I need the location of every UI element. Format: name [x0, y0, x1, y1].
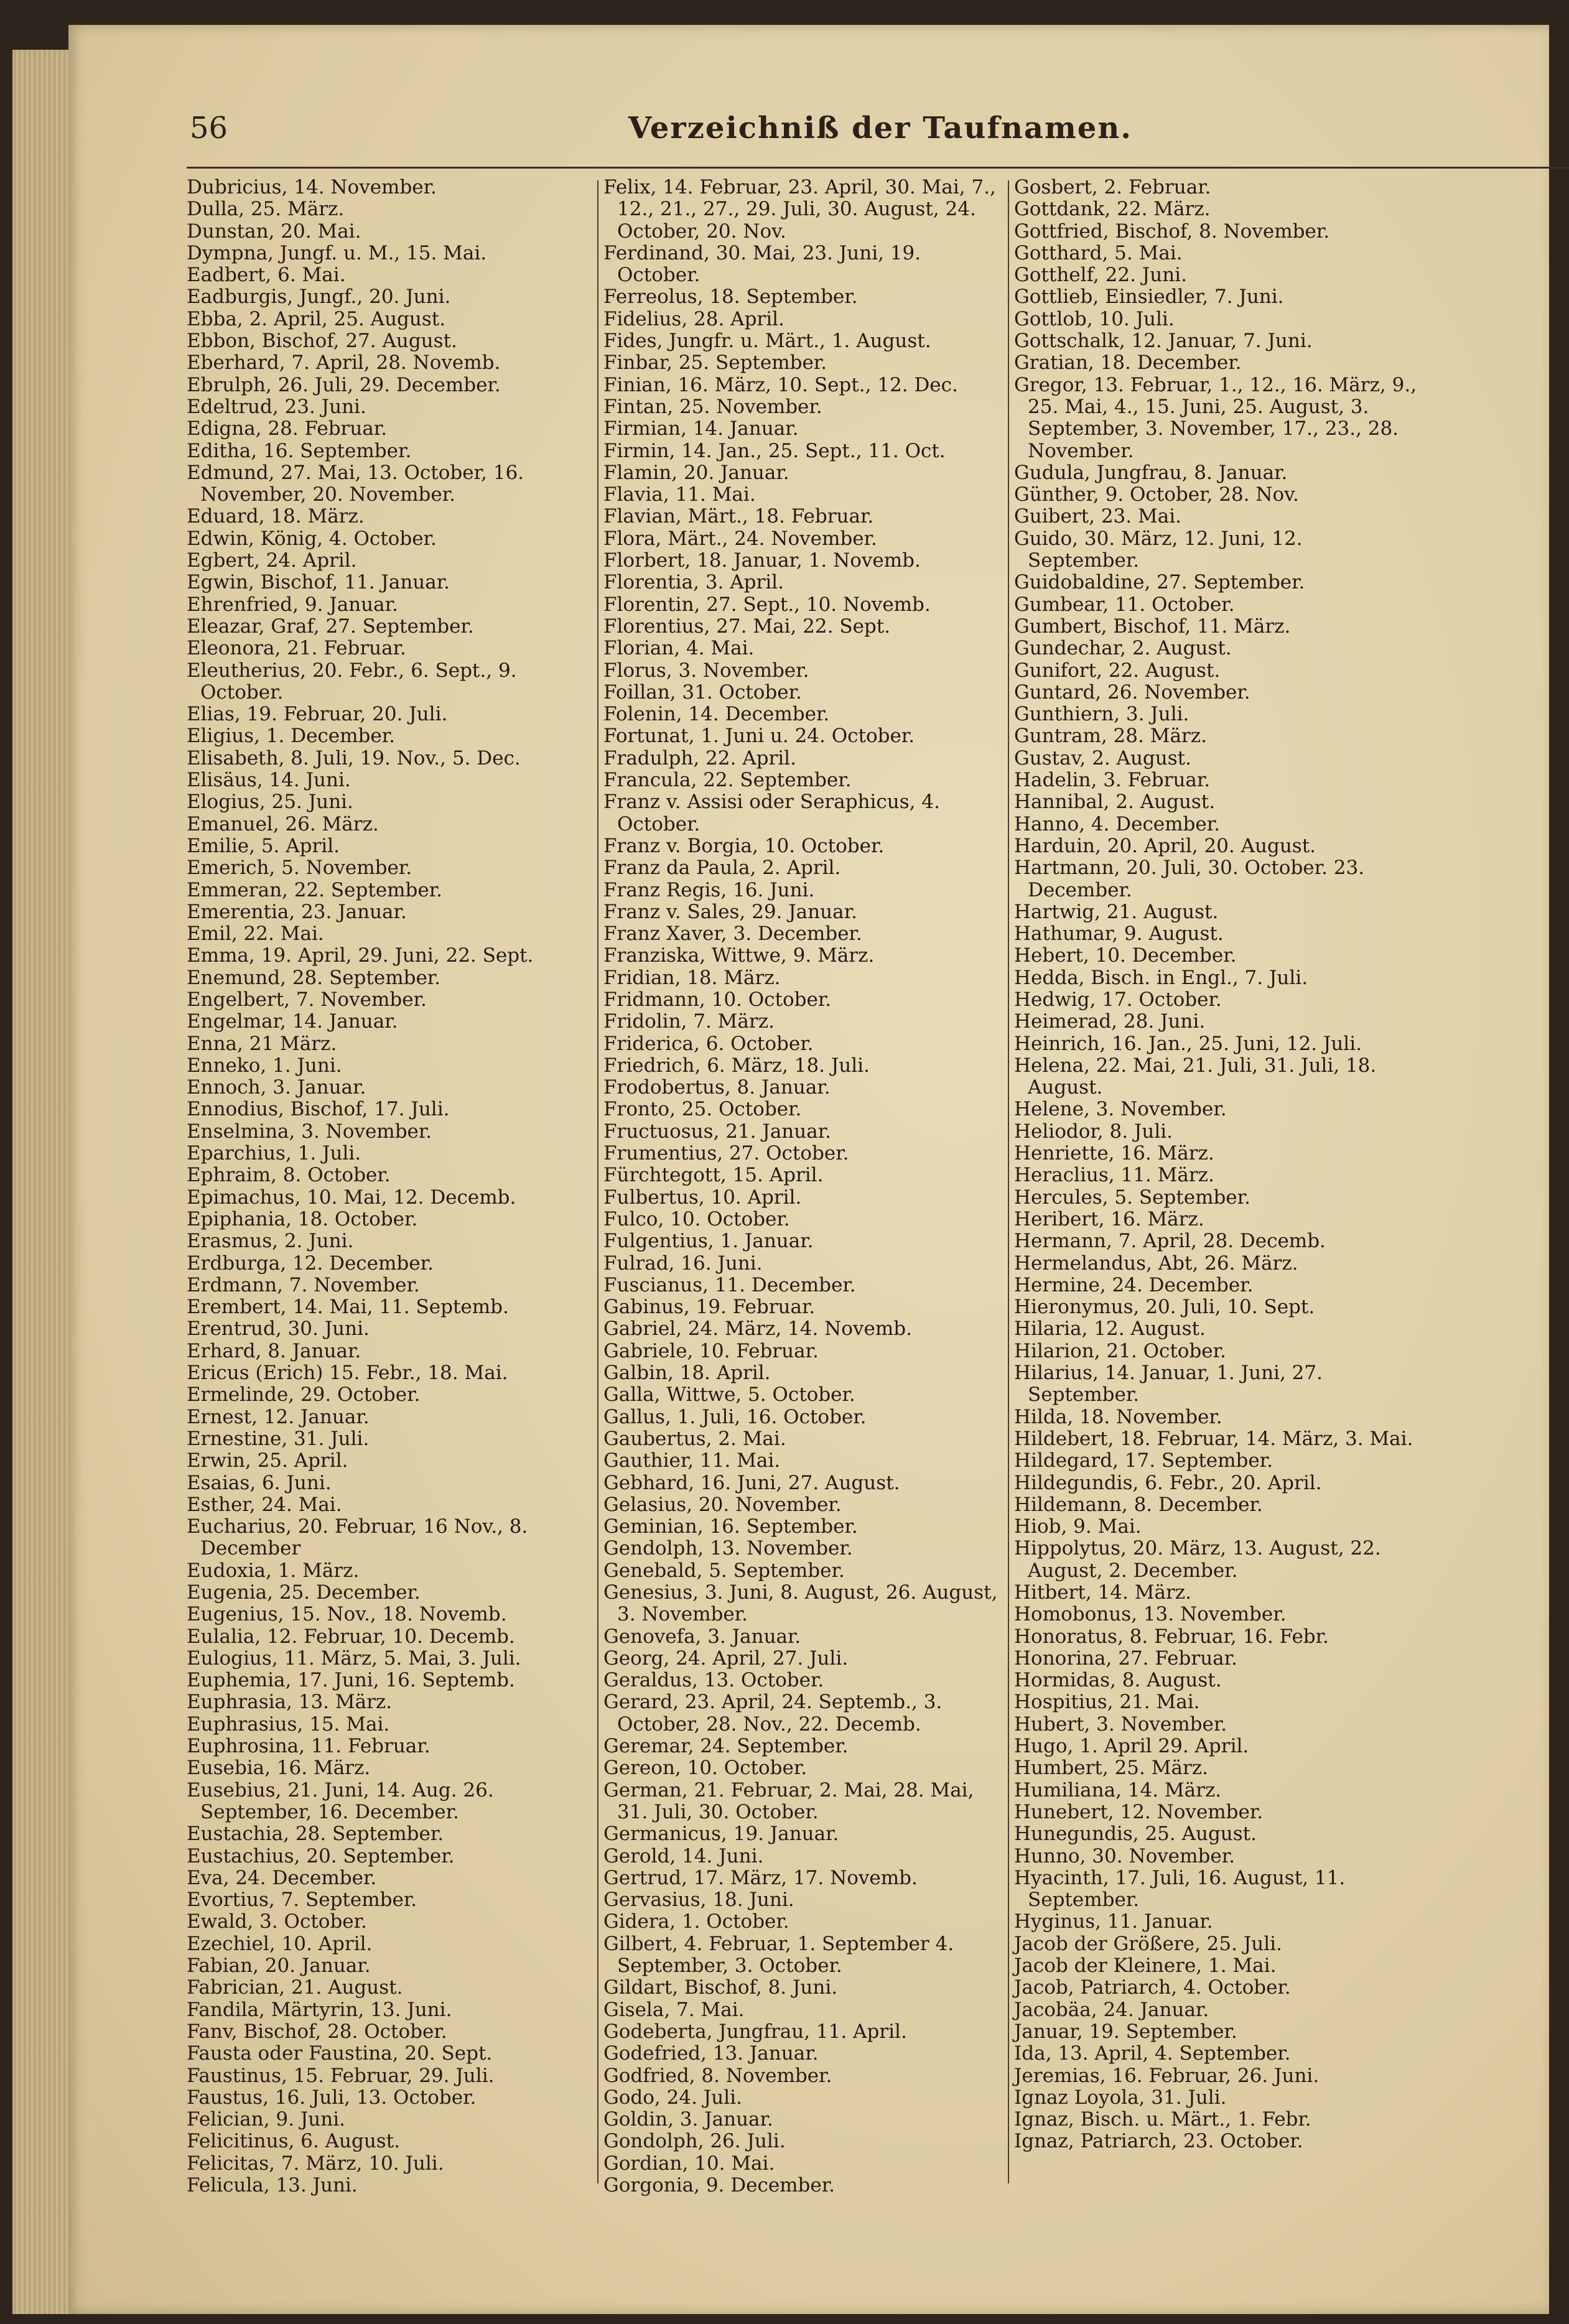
name-entry: Fridian, 18. März.	[603, 966, 781, 989]
name-entry: Ennodius, Bischof, 17. Juli.	[187, 1098, 450, 1121]
name-entry: Günther, 9. October, 28. Nov.	[1014, 483, 1299, 506]
name-entry: Eadburgis, Jungf., 20. Juni.	[187, 286, 451, 309]
name-entry: Gunthiern, 3. Juli.	[1014, 703, 1190, 726]
name-entry: Heinrich, 16. Jan., 25. Juni, 12. Juli.	[1014, 1032, 1362, 1055]
name-entry: Gabriele, 10. Februar.	[603, 1339, 819, 1362]
name-entry: Gildart, Bischof, 8. Juni.	[603, 1976, 838, 1999]
name-entry: Gervasius, 18. Juni.	[603, 1889, 794, 1912]
name-entry: Florentin, 27. Sept., 10. Novemb.	[603, 593, 931, 616]
name-entry: Eva, 24. December.	[187, 1866, 377, 1889]
name-entry: Gerard, 23. April, 24. Septemb., 3. October, 28. Nov., 22. Decemb.	[603, 1691, 943, 1736]
name-entry: Genesius, 3. Juni, 8. August, 26. August, 3. November.	[603, 1581, 998, 1626]
name-entry: Hugo, 1. April 29. April.	[1014, 1735, 1249, 1758]
name-entry: Eugenia, 25. December.	[187, 1581, 421, 1604]
name-entry: Gottlieb, Einsiedler, 7. Juni.	[1014, 286, 1284, 309]
name-entry: Elias, 19. Februar, 20. Juli.	[187, 703, 448, 726]
name-entry: Hyacinth, 17. Juli, 16. August, 11. September.	[1014, 1866, 1346, 1912]
name-entry: Euphrasia, 13. März.	[187, 1691, 393, 1714]
name-entry: Emma, 19. April, 29. Juni, 22. Sept.	[187, 944, 534, 967]
name-entry: Gunifort, 22. August.	[1014, 659, 1221, 682]
name-entry: Harduin, 20. April, 20. August.	[1014, 834, 1316, 857]
name-entry: Gumbert, Bischof, 11. März.	[1014, 615, 1291, 638]
name-entry: Esther, 24. Mai.	[187, 1493, 342, 1516]
running-head: Verzeichniß der Taufnamen.	[628, 111, 1132, 146]
name-entry: German, 21. Februar, 2. Mai, 28. Mai, 31. Juli, 30. October.	[603, 1778, 974, 1823]
name-entry: Erdmann, 7. November.	[187, 1273, 420, 1296]
name-entry: Hermann, 7. April, 28. Decemb.	[1014, 1230, 1326, 1253]
name-entry: Ferdinand, 30. Mai, 23. Juni, 19. October.	[603, 241, 921, 287]
name-entry: Franz da Paula, 2. April.	[603, 857, 841, 880]
name-entry: Genovefa, 3. Januar.	[603, 1625, 801, 1648]
name-entry: Enemund, 28. September.	[187, 966, 441, 989]
name-entry: Flavian, Märt., 18. Februar.	[603, 505, 874, 528]
name-entry: Faustus, 16. Juli, 13. October.	[187, 2086, 477, 2109]
name-entry: Gottschalk, 12. Januar, 7. Juni.	[1014, 330, 1313, 353]
name-entry: Erhard, 8. Januar.	[187, 1339, 361, 1362]
name-entry: Folenin, 14. December.	[603, 703, 830, 726]
name-entry: Helena, 22. Mai, 21. Juli, 31. Juli, 18. August.	[1014, 1054, 1377, 1099]
name-entry: Fulco, 10. October.	[603, 1207, 790, 1230]
name-entry: Eparchius, 1. Juli.	[187, 1142, 361, 1165]
name-entry: Florus, 3. November.	[603, 659, 809, 682]
name-entry: Hormidas, 8. August.	[1014, 1669, 1222, 1692]
name-entry: Euphrosina, 11. Februar.	[187, 1735, 431, 1758]
name-entry: Homobonus, 13. November.	[1014, 1603, 1287, 1626]
name-entry: Finian, 16. März, 10. Sept., 12. Dec.	[603, 373, 958, 396]
name-entry: Eusebia, 16. März.	[187, 1757, 371, 1780]
name-column-3	[1014, 177, 1418, 2153]
name-entry: Hildemann, 8. December.	[1014, 1493, 1263, 1516]
name-entry: Franz v. Assisi oder Seraphicus, 4. October.	[603, 791, 940, 835]
name-entry: Eleutherius, 20. Febr., 6. Sept., 9. October.	[187, 659, 517, 704]
name-entry: Edwin, König, 4. October.	[187, 527, 437, 550]
name-entry: Gendolph, 13. November.	[603, 1537, 853, 1560]
name-entry: Gertrud, 17. März, 17. Novemb.	[603, 1866, 918, 1889]
name-entry: Hildegard, 17. September.	[1014, 1449, 1273, 1472]
name-entry: Gerold, 14. Juni.	[603, 1844, 764, 1867]
name-entry: Ferreolus, 18. September.	[603, 286, 858, 309]
name-entry: Francula, 22. September.	[603, 769, 852, 792]
name-entry: Fridolin, 7. März.	[603, 1010, 775, 1033]
name-entry: Januar, 19. September.	[1014, 2020, 1237, 2043]
name-entry: Ewald, 3. October.	[187, 1910, 367, 1933]
name-entry: Godfried, 8. November.	[603, 2064, 832, 2087]
name-entry: Epiphania, 18. October.	[187, 1207, 418, 1230]
name-entry: Hermine, 24. December.	[1014, 1273, 1254, 1296]
name-entry: Fradulph, 22. April.	[603, 746, 796, 769]
name-entry: Godo, 24. Juli.	[603, 2086, 742, 2109]
name-entry: Galla, Wittwe, 5. October.	[603, 1383, 855, 1406]
name-entry: Franz Regis, 16. Juni.	[603, 878, 815, 901]
name-entry: Ernestine, 31. Juli.	[187, 1427, 370, 1450]
name-entry: Editha, 16. September.	[187, 439, 412, 462]
name-entry: Dubricius, 14. November.	[187, 176, 437, 198]
name-entry: Egwin, Bischof, 11. Januar.	[187, 571, 450, 594]
name-entry: Enna, 21 März.	[187, 1032, 337, 1055]
name-entry: Fidelius, 28. April.	[603, 307, 784, 330]
book-page-edges	[12, 50, 76, 2314]
name-entry: Gosbert, 2. Februar.	[1014, 176, 1211, 198]
name-entry: Godeberta, Jungfrau, 11. April.	[603, 2020, 907, 2043]
name-entry: Honoratus, 8. Februar, 16. Febr.	[1014, 1625, 1329, 1648]
name-entry: Eleonora, 21. Februar.	[187, 637, 406, 660]
name-entry: Gisela, 7. Mai.	[603, 1998, 745, 2021]
header-rule	[187, 167, 1569, 169]
name-entry: Gelasius, 20. November.	[603, 1493, 842, 1516]
name-entry: Flora, Märt., 24. November.	[603, 527, 877, 550]
name-entry: Friedrich, 6. März, 18. Juli.	[603, 1054, 870, 1077]
name-entry: Guntram, 28. März.	[1014, 725, 1207, 748]
name-entry: Humiliana, 14. März.	[1014, 1778, 1222, 1801]
name-entry: Hebert, 10. December.	[1014, 944, 1237, 967]
name-entry: Elisäus, 14. Juni.	[187, 769, 351, 792]
name-entry: Jacob der Größere, 25. Juli.	[1014, 1932, 1282, 1955]
name-entry: Eustachia, 28. September.	[187, 1823, 444, 1846]
name-entry: Fridmann, 10. October.	[603, 988, 832, 1011]
name-entry: Erembert, 14. Mai, 11. Septemb.	[187, 1296, 509, 1319]
name-entry: Hathumar, 9. August.	[1014, 923, 1224, 946]
name-entry: Guidobaldine, 27. September.	[1014, 571, 1305, 594]
name-entry: Erwin, 25. April.	[187, 1449, 348, 1472]
name-entry: Eleazar, Graf, 27. September.	[187, 615, 474, 638]
name-entry: Hieronymus, 20. Juli, 10. Sept.	[1014, 1296, 1315, 1319]
name-entry: Heraclius, 11. März.	[1014, 1164, 1214, 1187]
name-entry: Erasmus, 2. Juni.	[187, 1230, 354, 1253]
name-entry: Fuscianus, 11. December.	[603, 1273, 856, 1296]
name-entry: Ignaz, Bisch. u. Märt., 1. Febr.	[1014, 2108, 1311, 2131]
name-entry: Eugenius, 15. Nov., 18. Novemb.	[187, 1603, 507, 1626]
name-entry: Emerentia, 23. Januar.	[187, 900, 407, 923]
name-entry: Hyginus, 11. Januar.	[1014, 1910, 1213, 1933]
name-entry: Hilarion, 21. October.	[1014, 1339, 1226, 1362]
name-entry: Ebrulph, 26. Juli, 29. December.	[187, 373, 501, 396]
name-entry: Fausta oder Faustina, 20. Sept.	[187, 2042, 493, 2065]
name-entry: Florentia, 3. April.	[603, 571, 784, 594]
name-entry: Fabian, 20. Januar.	[187, 1954, 371, 1978]
name-entry: Hitbert, 14. März.	[1014, 1581, 1191, 1604]
page-number: 56	[190, 111, 228, 146]
name-entry: Georg, 24. April, 27. Juli.	[603, 1647, 849, 1670]
name-entry: Gebhard, 16. Juni, 27. August.	[603, 1471, 900, 1494]
name-entry: Gallus, 1. Juli, 16. October.	[603, 1405, 867, 1428]
name-entry: Ebba, 2. April, 25. August.	[187, 307, 446, 330]
name-entry: Gregor, 13. Februar, 1., 12., 16. März, 9., 25. Mai, 4., 15. Juni, 25. August, 3. September, 3. November, 17., 23., 28. November.	[1014, 373, 1417, 462]
name-entry: Guntard, 26. November.	[1014, 681, 1250, 704]
name-entry: Dympna, Jungf. u. M., 15. Mai.	[187, 241, 487, 264]
name-entry: Enneko, 1. Juni.	[187, 1054, 342, 1077]
name-entry: Eudoxia, 1. März.	[187, 1559, 360, 1582]
name-entry: Jacob, Patriarch, 4. October.	[1014, 1976, 1291, 1999]
name-entry: Gorgonia, 9. December.	[603, 2174, 836, 2197]
name-entry: Gustav, 2. August.	[1014, 746, 1191, 769]
name-entry: Edeltrud, 23. Juni.	[187, 395, 366, 418]
name-entry: Heimerad, 28. Juni.	[1014, 1010, 1206, 1033]
name-entry: Hildebert, 18. Februar, 14. März, 3. Mai.	[1014, 1427, 1413, 1450]
name-entry: Fulgentius, 1. Januar.	[603, 1230, 814, 1253]
name-entry: Guibert, 23. Mai.	[1014, 505, 1181, 528]
name-entry: Ehrenfried, 9. Januar.	[187, 593, 398, 616]
name-entry: Fulrad, 16. Juni.	[603, 1252, 763, 1275]
name-entry: Ennoch, 3. Januar.	[187, 1076, 366, 1099]
name-entry: Hunegundis, 25. August.	[1014, 1823, 1257, 1846]
name-entry: Franz v. Borgia, 10. October.	[603, 834, 885, 857]
name-entry: Gereon, 10. October.	[603, 1757, 808, 1780]
name-entry: Engelmar, 14. Januar.	[187, 1010, 398, 1033]
name-entry: Geraldus, 13. October.	[603, 1669, 824, 1692]
name-entry: Gottdank, 22. März.	[1014, 198, 1211, 221]
name-entry: Fintan, 25. November.	[603, 395, 822, 418]
name-entry: Florian, 4. Mai.	[603, 637, 755, 660]
name-entry: Elogius, 25. Juni.	[187, 791, 353, 814]
name-entry: Franziska, Wittwe, 9. März.	[603, 944, 875, 967]
name-entry: Eucharius, 20. Februar, 16 Nov., 8. December	[187, 1515, 528, 1560]
name-entry: Helene, 3. November.	[1014, 1098, 1227, 1121]
name-entry: Euphrasius, 15. Mai.	[187, 1713, 390, 1736]
name-entry: Hunno, 30. November.	[1014, 1844, 1235, 1867]
name-entry: Gidera, 1. October.	[603, 1910, 789, 1933]
column-divider	[1008, 180, 1009, 2183]
name-entry: Hilaria, 12. August.	[1014, 1318, 1206, 1341]
name-entry: Edmund, 27. Mai, 13. October, 16. November, 20. November.	[187, 461, 524, 506]
name-entry: Faustinus, 15. Februar, 29. Juli.	[187, 2064, 495, 2087]
name-entry: Fabrician, 21. August.	[187, 1976, 403, 1999]
name-entry: Hilda, 18. November.	[1014, 1405, 1222, 1428]
name-entry: Hartmann, 20. Juli, 30. October. 23. December.	[1014, 857, 1365, 901]
name-entry: Fandila, Märtyrin, 13. Juni.	[187, 1998, 452, 2021]
name-entry: Ernest, 12. Januar.	[187, 1405, 370, 1428]
name-entry: Gottfried, Bischof, 8. November.	[1014, 220, 1330, 243]
name-entry: Gabinus, 19. Februar.	[603, 1296, 816, 1319]
name-entry: Felix, 14. Februar, 23. April, 30. Mai, 7., 12., 21., 27., 29. Juli, 30. August, 24. October, 20. Nov.	[603, 176, 996, 243]
name-entry: Fortunat, 1. Juni u. 24. October.	[603, 725, 915, 748]
name-entry: Eulalia, 12. Februar, 10. Decemb.	[187, 1625, 515, 1648]
name-entry: Gaubertus, 2. Mai.	[603, 1427, 786, 1450]
name-entry: Felicitinus, 6. August.	[187, 2130, 400, 2153]
name-entry: Gotthard, 5. Mai.	[1014, 241, 1183, 264]
name-entry: Hedwig, 17. October.	[1014, 988, 1222, 1011]
name-entry: Egbert, 24. April.	[187, 549, 357, 572]
name-entry: Edigna, 28. Februar.	[187, 417, 388, 440]
name-entry: Geminian, 16. September.	[603, 1515, 858, 1538]
name-entry: Eadbert, 6. Mai.	[187, 264, 346, 287]
name-entry: Enselmina, 3. November.	[187, 1120, 432, 1143]
name-entry: Flavia, 11. Mai.	[603, 483, 756, 506]
name-entry: Emilie, 5. April.	[187, 834, 340, 857]
name-entry: Finbar, 25. September.	[603, 351, 827, 374]
name-entry: Firmian, 14. Januar.	[603, 417, 799, 440]
name-entry: Gondolph, 26. Juli.	[603, 2130, 786, 2153]
name-entry: Fulbertus, 10. April.	[603, 1186, 802, 1209]
name-entry: Ermelinde, 29. October.	[187, 1383, 421, 1406]
name-entry: Epimachus, 10. Mai, 12. Decemb.	[187, 1186, 516, 1209]
name-entry: Gumbear, 11. October.	[1014, 593, 1235, 616]
name-entry: Fronto, 25. October.	[603, 1098, 802, 1121]
name-entry: Heribert, 16. März.	[1014, 1207, 1204, 1230]
name-entry: Franz Xaver, 3. December.	[603, 923, 862, 946]
name-entry: Hunebert, 12. November.	[1014, 1800, 1264, 1823]
name-entry: Jacobäa, 24. Januar.	[1014, 1998, 1209, 2021]
name-entry: Guido, 30. März, 12. Juni, 12. September.	[1014, 527, 1303, 572]
name-entry: Elisabeth, 8. Juli, 19. Nov., 5. Dec.	[187, 746, 521, 769]
name-entry: Gratian, 18. December.	[1014, 351, 1242, 374]
name-entry: Godefried, 13. Januar.	[603, 2042, 819, 2065]
column-divider	[597, 180, 598, 2183]
name-entry: Galbin, 18. April.	[603, 1362, 771, 1385]
name-entry: Honorina, 27. Februar.	[1014, 1647, 1237, 1670]
name-entry: Euphemia, 17. Juni, 16. Septemb.	[187, 1669, 515, 1692]
name-entry: Emerich, 5. November.	[187, 857, 412, 880]
name-entry: Ezechiel, 10. April.	[187, 1932, 373, 1955]
name-entry: Jacob der Kleinere, 1. Mai.	[1014, 1954, 1277, 1978]
name-entry: Hermelandus, Abt, 26. März.	[1014, 1252, 1298, 1275]
name-entry: Hildegundis, 6. Febr., 20. April.	[1014, 1471, 1322, 1494]
name-entry: Hadelin, 3. Februar.	[1014, 769, 1211, 792]
name-entry: Ebbon, Bischof, 27. August.	[187, 330, 457, 353]
name-entry: Gottlob, 10. Juli.	[1014, 307, 1175, 330]
name-entry: Hedda, Bisch. in Engl., 7. Juli.	[1014, 966, 1308, 989]
name-entry: Hilarius, 14. Januar, 1. Juni, 27. September.	[1014, 1362, 1323, 1406]
name-entry: Engelbert, 7. November.	[187, 988, 427, 1011]
name-entry: Humbert, 25. März.	[1014, 1757, 1208, 1780]
name-entry: Erentrud, 30. Juni.	[187, 1318, 370, 1341]
name-entry: Germanicus, 19. Januar.	[603, 1823, 839, 1846]
name-entry: Gudula, Jungfrau, 8. Januar.	[1014, 461, 1288, 484]
name-entry: Hiob, 9. Mai.	[1014, 1515, 1142, 1538]
name-entry: Erdburga, 12. December.	[187, 1252, 434, 1275]
name-entry: Emil, 22. Mai.	[187, 923, 324, 946]
name-entry: Fanv, Bischof, 28. October.	[187, 2020, 447, 2043]
name-entry: Esaias, 6. Juni.	[187, 1471, 332, 1494]
name-entry: Ignaz Loyola, 31. Juli.	[1014, 2086, 1227, 2109]
name-entry: Dulla, 25. März.	[187, 198, 345, 221]
name-column-1	[187, 177, 591, 2196]
name-entry: Hippolytus, 20. März, 13. August, 22. August, 2. December.	[1014, 1537, 1381, 1582]
name-entry: Dunstan, 20. Mai.	[187, 220, 361, 243]
name-entry: Ida, 13. April, 4. September.	[1014, 2042, 1291, 2065]
name-entry: Eligius, 1. December.	[187, 725, 395, 748]
name-entry: Hannibal, 2. August.	[1014, 791, 1216, 814]
name-entry: Eberhard, 7. April, 28. Novemb.	[187, 351, 501, 374]
name-entry: Gotthelf, 22. Juni.	[1014, 264, 1187, 287]
name-entry: Firmin, 14. Jan., 25. Sept., 11. Oct.	[603, 439, 946, 462]
name-entry: Hartwig, 21. August.	[1014, 900, 1219, 923]
name-entry: Goldin, 3. Januar.	[603, 2108, 773, 2131]
name-entry: Friderica, 6. October.	[603, 1032, 814, 1055]
name-column-2	[603, 177, 1008, 2196]
name-entry: Eduard, 18. März.	[187, 505, 365, 528]
name-entry: Gordian, 10. Mai.	[603, 2152, 775, 2175]
name-entry: Ericus (Erich) 15. Febr., 18. Mai.	[187, 1362, 508, 1385]
name-entry: Eusebius, 21. Juni, 14. Aug. 26. September, 16. December.	[187, 1778, 494, 1823]
name-entry: Emmeran, 22. September.	[187, 878, 442, 901]
name-entry: Fructuosus, 21. Januar.	[603, 1120, 831, 1143]
name-entry: Florbert, 18. Januar, 1. Novemb.	[603, 549, 921, 572]
name-entry: Emanuel, 26. März.	[187, 812, 379, 835]
name-entry: Felician, 9. Juni.	[187, 2108, 345, 2131]
name-entry: Jeremias, 16. Februar, 26. Juni.	[1014, 2064, 1320, 2087]
name-entry: Hercules, 5. September.	[1014, 1186, 1250, 1209]
name-entry: Eustachius, 20. September.	[187, 1844, 455, 1867]
name-entry: Henriette, 16. März.	[1014, 1142, 1214, 1165]
name-entry: Gilbert, 4. Februar, 1. September 4. September, 3. October.	[603, 1932, 954, 1978]
name-entry: Gabriel, 24. März, 14. Novemb.	[603, 1318, 912, 1341]
name-entry: Foillan, 31. October.	[603, 681, 802, 704]
name-entry: Fides, Jungfr. u. Märt., 1. August.	[603, 330, 931, 353]
name-entry: Gundechar, 2. August.	[1014, 637, 1232, 660]
name-entry: Ignaz, Patriarch, 23. October.	[1014, 2130, 1303, 2153]
name-entry: Hubert, 3. November.	[1014, 1713, 1227, 1736]
name-entry: Fürchtegott, 15. April.	[603, 1164, 824, 1187]
name-entry: Geremar, 24. September.	[603, 1735, 849, 1758]
name-entry: Hanno, 4. December.	[1014, 812, 1221, 835]
name-entry: Franz v. Sales, 29. Januar.	[603, 900, 857, 923]
name-entry: Heliodor, 8. Juli.	[1014, 1120, 1173, 1143]
name-entry: Frodobertus, 8. Januar.	[603, 1076, 831, 1099]
name-entry: Ephraim, 8. October.	[187, 1164, 391, 1187]
name-entry: Flamin, 20. Januar.	[603, 461, 789, 484]
name-entry: Hospitius, 21. Mai.	[1014, 1691, 1200, 1714]
name-entry: Genebald, 5. September.	[603, 1559, 845, 1582]
name-entry: Gauthier, 11. Mai.	[603, 1449, 781, 1472]
name-entry: Frumentius, 27. October.	[603, 1142, 849, 1165]
name-entry: Evortius, 7. September.	[187, 1889, 417, 1912]
name-entry: Felicitas, 7. März, 10. Juli.	[187, 2152, 444, 2175]
name-entry: Felicula, 13. Juni.	[187, 2174, 358, 2197]
name-entry: Eulogius, 11. März, 5. Mai, 3. Juli.	[187, 1647, 521, 1670]
name-entry: Florentius, 27. Mai, 22. Sept.	[603, 615, 891, 638]
